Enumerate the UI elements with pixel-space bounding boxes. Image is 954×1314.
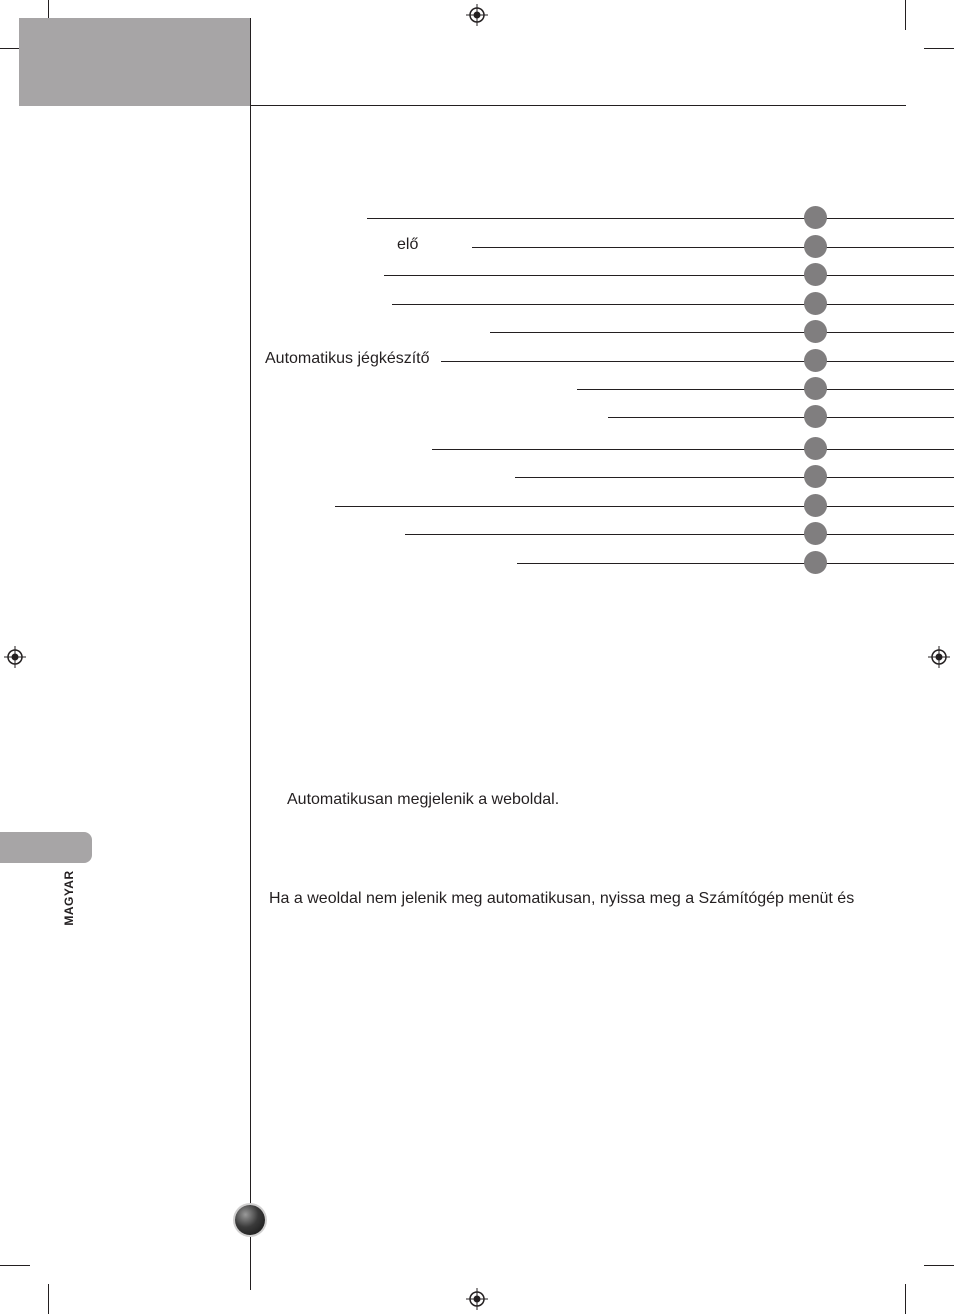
body-paragraph: Automatikusan megjelenik a weboldal. bbox=[287, 791, 560, 808]
part-marker bbox=[804, 320, 827, 343]
leader-line bbox=[472, 247, 954, 248]
leader-line bbox=[384, 275, 954, 276]
part-marker bbox=[804, 551, 827, 574]
part-marker bbox=[804, 494, 827, 517]
crop-mark bbox=[48, 1284, 49, 1314]
leader-line bbox=[490, 332, 954, 333]
registration-mark-icon bbox=[928, 646, 950, 668]
part-label: elő bbox=[397, 236, 419, 253]
body-paragraph: Ha a weoldal nem jelenik meg automatikusan, nyissa meg a Számítógép menüt és bbox=[269, 890, 855, 907]
crop-mark bbox=[0, 1265, 30, 1266]
part-marker bbox=[804, 522, 827, 545]
leader-line bbox=[335, 506, 954, 507]
leader-line bbox=[392, 304, 954, 305]
page-marker bbox=[235, 1205, 265, 1235]
part-marker bbox=[804, 206, 827, 229]
leader-line bbox=[367, 218, 954, 219]
leader-line bbox=[515, 477, 954, 478]
part-marker bbox=[804, 263, 827, 286]
part-marker bbox=[804, 292, 827, 315]
part-label: Automatikus jégkészítő bbox=[265, 350, 430, 367]
part-marker bbox=[804, 437, 827, 460]
registration-mark-icon bbox=[4, 646, 26, 668]
part-marker bbox=[804, 465, 827, 488]
leader-line bbox=[441, 361, 954, 362]
crop-mark bbox=[924, 1265, 954, 1266]
leader-line bbox=[517, 563, 954, 564]
registration-mark-icon bbox=[466, 1288, 488, 1310]
parts-diagram bbox=[0, 0, 954, 600]
language-label: MAGYAR bbox=[62, 870, 76, 926]
leader-line bbox=[577, 389, 954, 390]
part-marker bbox=[804, 405, 827, 428]
part-marker bbox=[804, 235, 827, 258]
language-tab bbox=[0, 832, 92, 863]
leader-line bbox=[405, 534, 954, 535]
crop-mark bbox=[905, 1284, 906, 1314]
part-marker bbox=[804, 377, 827, 400]
leader-line bbox=[432, 449, 954, 450]
leader-line bbox=[608, 417, 954, 418]
part-marker bbox=[804, 349, 827, 372]
